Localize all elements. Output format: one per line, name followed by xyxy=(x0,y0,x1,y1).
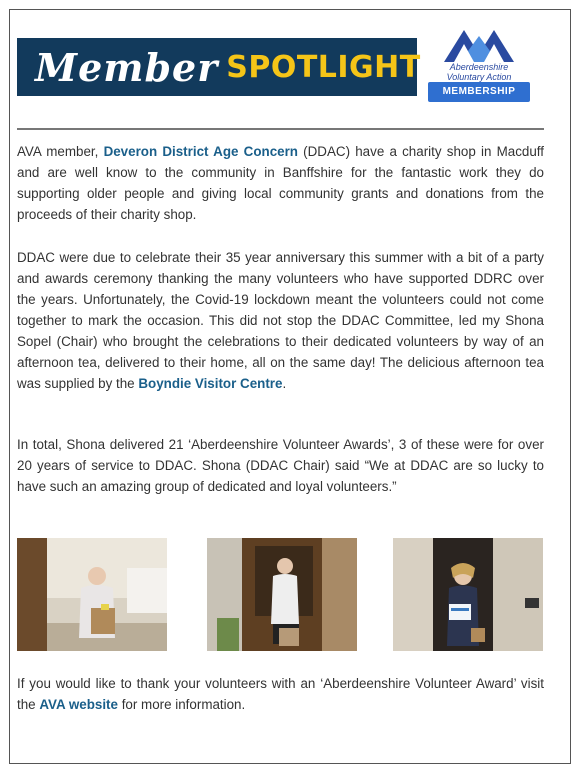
cta-text-end: for more information. xyxy=(117,697,246,712)
awards-paragraph: In total, Shona delivered 21 ‘Aberdeenshire Volunteer Awards’, 3 of these were for over 20 years of service to DDAC. Shona (DDAC Chair) said “We at DDAC are so lucky to have such an amazing group of dedicated and loyal volunteers.” xyxy=(17,437,544,494)
member-spotlight-banner xyxy=(17,38,421,96)
cta-text-start: If you would like to thank your volunteers with an ‘Aberdeenshire Volunteer Award’ visit the xyxy=(17,676,544,712)
volunteer-photo-2 xyxy=(207,538,357,651)
ava-membership-logo xyxy=(420,24,538,106)
header-divider xyxy=(17,128,544,130)
call-to-action-paragraph xyxy=(17,673,544,715)
volunteer-photo-3 xyxy=(393,538,543,651)
ava-triangles-icon xyxy=(420,24,538,64)
logo-text-voluntary-action: Voluntary Action xyxy=(446,72,512,82)
ava-website-link[interactable]: AVA website xyxy=(39,697,118,712)
anniversary-paragraph xyxy=(17,247,544,394)
logo-text-aberdeenshire: Aberdeenshire xyxy=(449,62,509,72)
volunteer-photo-1 xyxy=(17,538,167,651)
banner-member-text: Member xyxy=(35,44,219,90)
intro-text-start: AVA member, xyxy=(17,144,104,159)
intro-paragraph xyxy=(17,141,544,225)
banner-spotlight-text: SPOTLIGHT xyxy=(226,49,421,85)
anniversary-text-end: . xyxy=(282,376,287,391)
deveron-district-age-concern-link[interactable]: Deveron District Age Concern xyxy=(103,144,298,159)
anniversary-text-start: DDAC were due to celebrate their 35 year anniversary this summer with a bit of a party and awards ceremony thanking the many volunteers who have supported DDRC over the years. Unfortunately, the Covid-19 lockdown meant the volunteers could not come together to mark the occasion. This did not stop the DDAC Committee, led my Shona Sopel (Chair) who brought the celebrations to their dedicated volunteers by way of an afternoon tea, delivered to their home, all on the same day! The delicious afternoon tea was supplied by the xyxy=(17,250,544,391)
membership-ribbon: MEMBERSHIP xyxy=(428,82,530,102)
boyndie-visitor-centre-link[interactable]: Boyndie Visitor Centre xyxy=(138,376,283,391)
intro-text-end: (DDAC) have a charity shop in Macduff and are well know to the community in Banffshire for the fantastic work they do supporting older people and giving local community grants and donations from the proceeds of their charity shop. xyxy=(17,144,544,222)
